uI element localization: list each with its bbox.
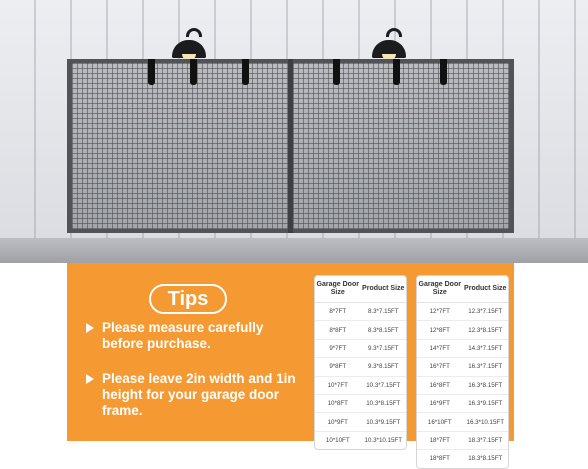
column-header: Product Size [362, 285, 405, 292]
tie-strap [148, 59, 155, 85]
table-cell: 16.3*7.15FT [468, 363, 503, 371]
table-cell: 12*8FT [429, 326, 450, 334]
table-cell: 18*7FT [429, 436, 450, 444]
table-row [315, 303, 406, 321]
table-cell: 9.3*7.15FT [367, 344, 399, 352]
table-cell: 14.3*7.15FT [468, 344, 503, 352]
table-cell: 16.3*8.15FT [468, 381, 503, 389]
table-cell: 10*7FT [327, 381, 348, 389]
tie-strap [440, 59, 447, 85]
tip-text: Please measure carefully before purchase. [102, 320, 264, 351]
table-cell: 10.3*9.15FT [366, 418, 401, 426]
table-row [417, 303, 508, 321]
barn-lamp-icon [372, 28, 408, 58]
arrow-right-icon [86, 323, 94, 333]
table-row [417, 340, 508, 358]
table-cell: 18*8FT [429, 455, 450, 463]
tie-strap [242, 59, 249, 85]
table-cell: 10*8FT [327, 400, 348, 408]
info-panel [67, 263, 514, 463]
tips-title: Tips [149, 284, 227, 314]
column-header: Garage Door Size [418, 281, 461, 296]
table-row [417, 413, 508, 431]
table-cell: 16*7FT [429, 363, 450, 371]
table-row [417, 377, 508, 395]
table-cell: 16*10FT [427, 418, 452, 426]
table-cell: 10.3*7.15FT [366, 381, 401, 389]
table-cell: 9*8FT [329, 363, 347, 371]
column-header: Garage Door Size [316, 281, 359, 296]
table-cell: 18.3*7.15FT [468, 436, 503, 444]
table-cell: 8*7FT [329, 308, 347, 316]
table-row [315, 340, 406, 358]
table-row [315, 358, 406, 376]
size-table [416, 275, 509, 469]
table-cell: 9.3*8.15FT [367, 363, 399, 371]
table-header [417, 276, 508, 303]
tip-item [86, 320, 301, 352]
table-row [417, 450, 508, 467]
table-cell: 10*9FT [327, 418, 348, 426]
table-cell: 9*7FT [329, 344, 347, 352]
table-row [315, 432, 406, 449]
table-cell: 18.3*8.15FT [468, 455, 503, 463]
table-cell: 10.3*8.15FT [366, 400, 401, 408]
tie-strap [190, 59, 197, 85]
table-cell: 8.3*8.15FT [367, 326, 399, 334]
arrow-right-icon [86, 374, 94, 384]
table-row [417, 321, 508, 339]
barn-lamp-icon [172, 28, 208, 58]
table-cell: 16*9FT [429, 400, 450, 408]
table-cell: 16*8FT [429, 381, 450, 389]
table-cell: 12.3*7.15FT [468, 308, 503, 316]
table-row [417, 395, 508, 413]
driveway [0, 238, 588, 263]
table-row [315, 413, 406, 431]
table-header [315, 276, 406, 303]
tie-strap [393, 59, 400, 85]
table-row [315, 395, 406, 413]
table-cell: 10.3*10.15FT [364, 436, 402, 444]
table-row [315, 377, 406, 395]
size-table [314, 275, 407, 450]
table-cell: 10*10FT [325, 436, 350, 444]
magnetic-seam [288, 59, 293, 233]
table-row [417, 358, 508, 376]
table-row [315, 321, 406, 339]
column-header: Product Size [464, 285, 507, 292]
mesh-panel-right [293, 63, 509, 229]
table-cell: 8.3*7.15FT [367, 308, 399, 316]
table-cell: 16.3*10.15FT [466, 418, 504, 426]
garage-door-screen [67, 59, 514, 233]
table-cell: 8*8FT [329, 326, 347, 334]
table-cell: 16.3*9.15FT [468, 400, 503, 408]
tip-text: Please leave 2in width and 1in height for your garage door frame. [102, 371, 296, 418]
table-cell: 12.3*8.15FT [468, 326, 503, 334]
table-row [417, 432, 508, 450]
tip-item [86, 371, 301, 419]
table-cell: 14*7FT [429, 344, 450, 352]
mesh-panel-left [72, 63, 288, 229]
table-cell: 12*7FT [429, 308, 450, 316]
tie-strap [333, 59, 340, 85]
